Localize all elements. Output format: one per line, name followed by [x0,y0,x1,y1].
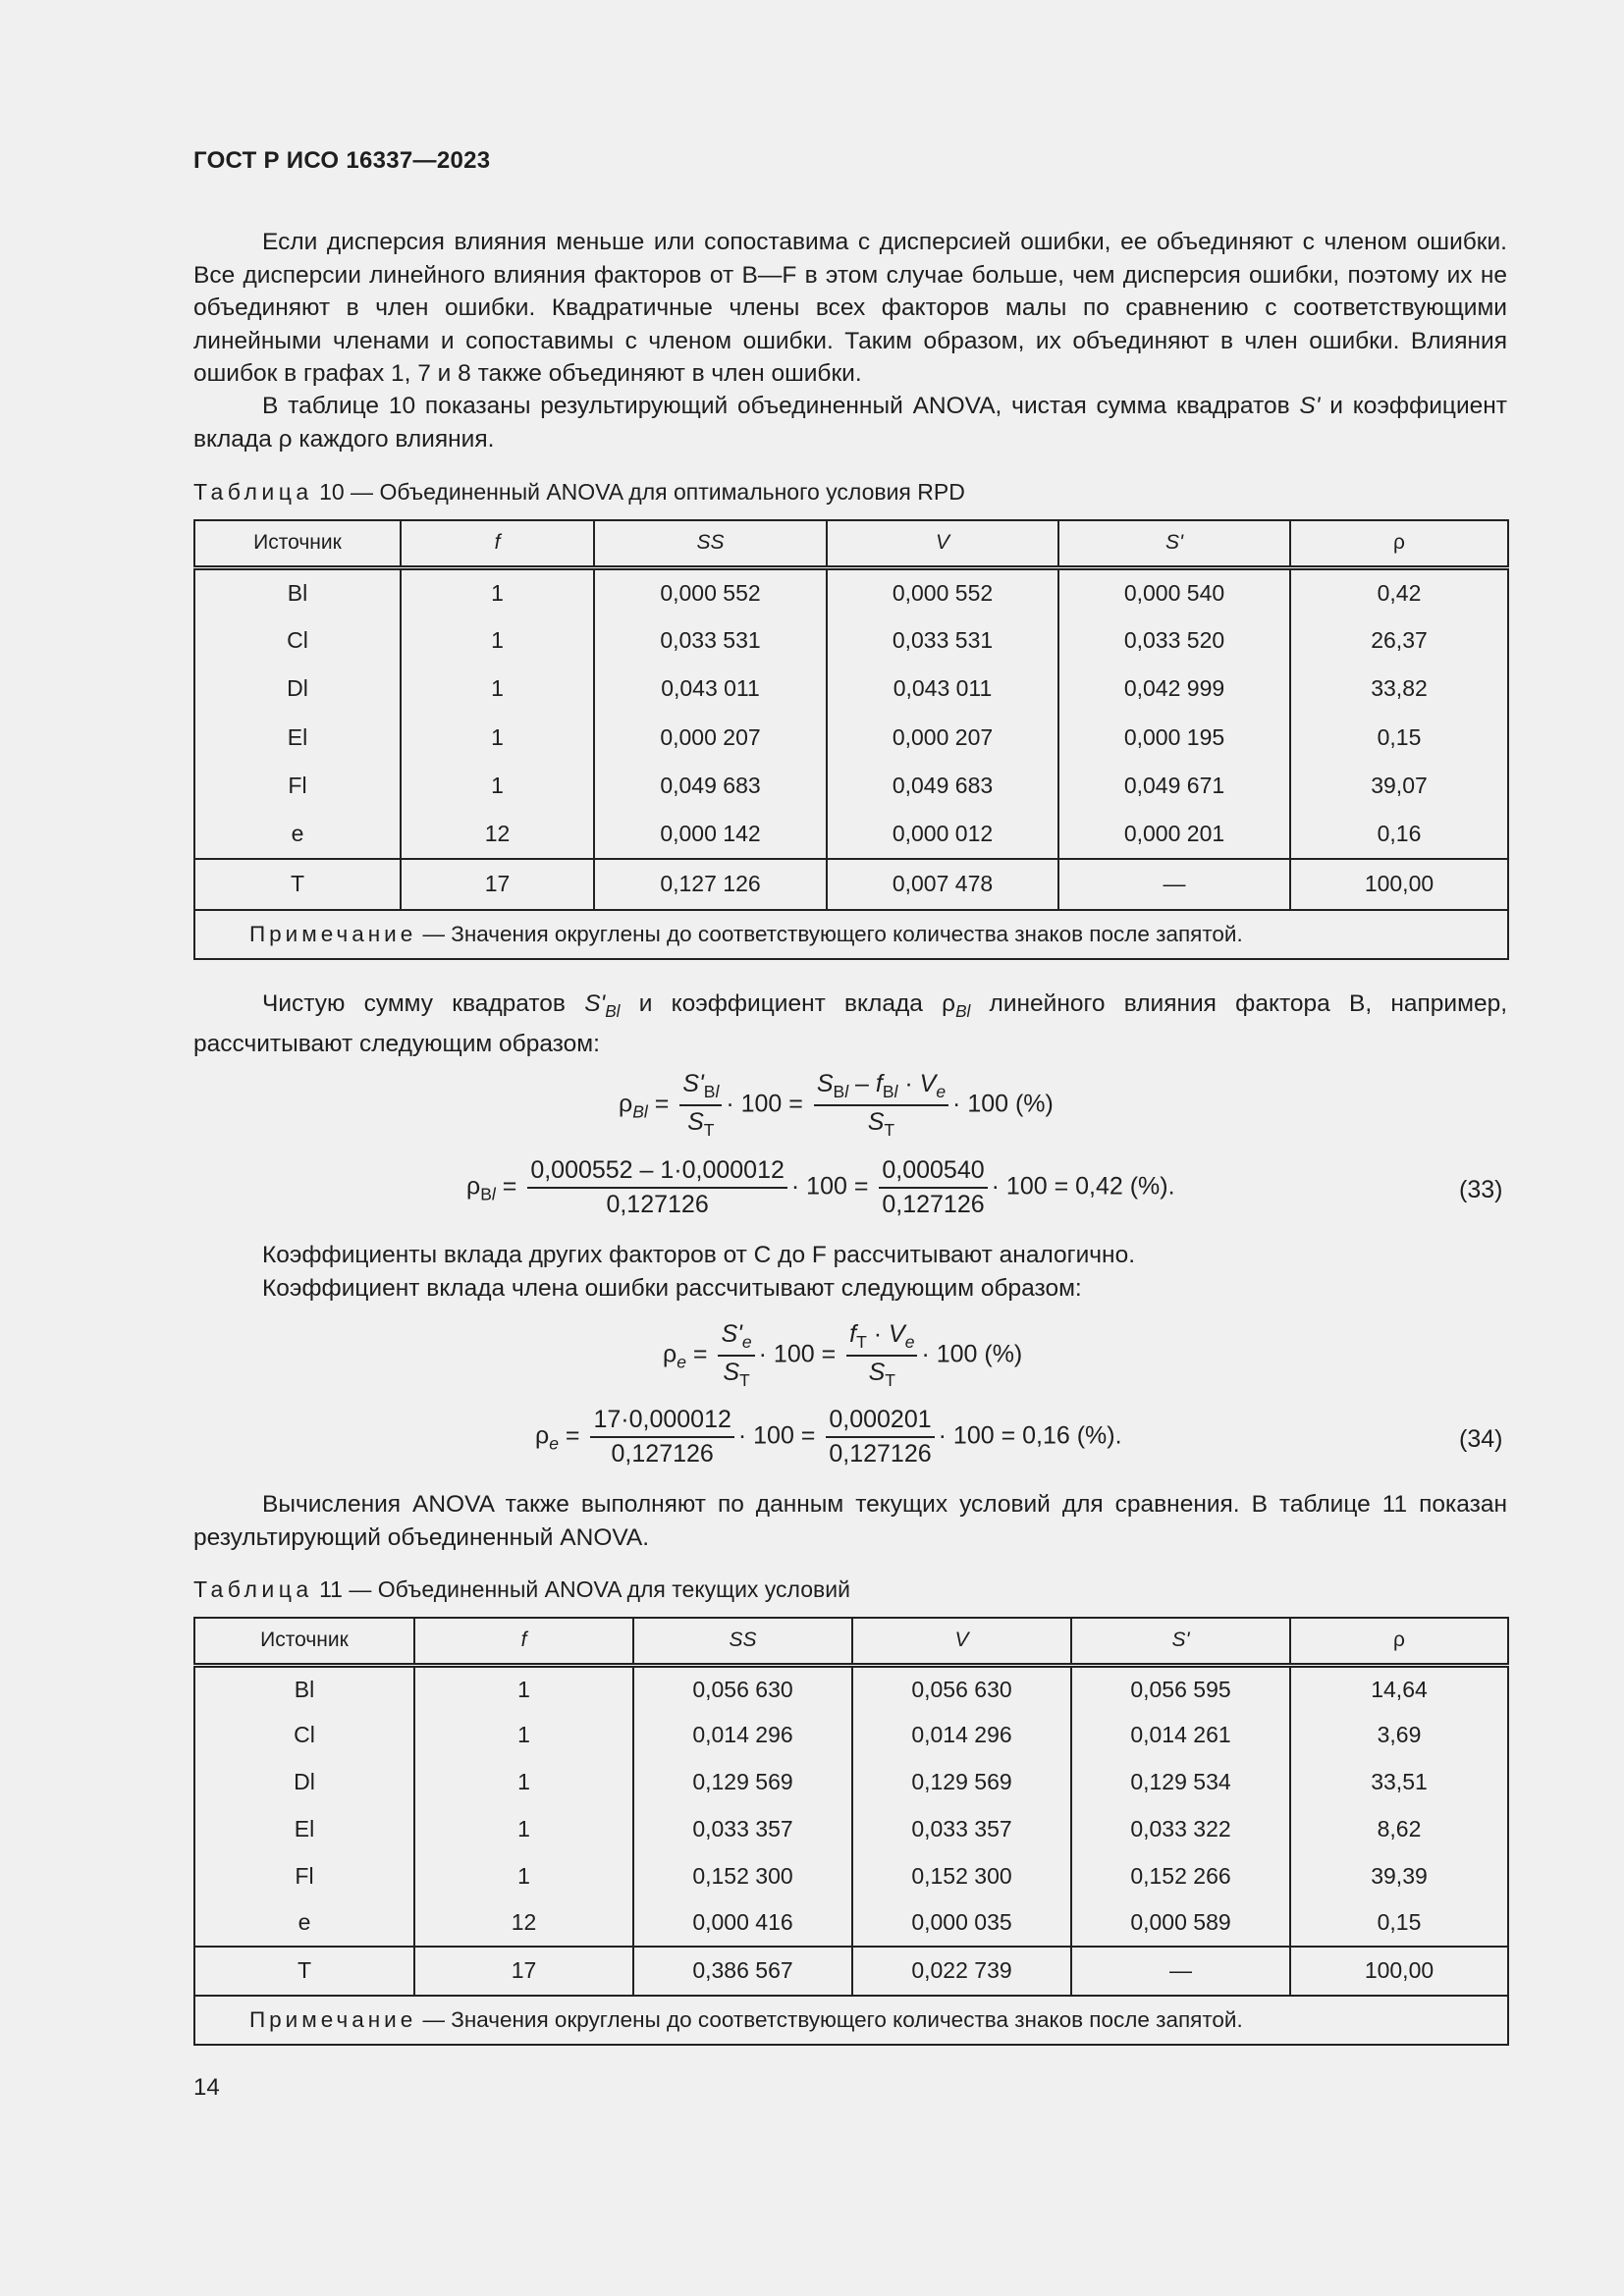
table-cell: 33,51 [1290,1759,1508,1806]
table11 [193,1617,1509,2046]
col-header-source: Источник [194,1618,414,1665]
formula-rho-b-numeric: $\rho_{Bl}$ = $\frac{0,000552 - 1\cdot 0,000012}{0,127126}$ · 100 = $\frac{0,000540}{0,127126}$ · 100 = 0,42 (%). [466,1156,1175,1218]
table-total-row [194,1947,1508,1996]
table-total-cell: 17 [401,859,594,910]
paragraph-other-factors: Коэффициенты вклада других факторов от C до F рассчитывают аналогично. [262,1242,1135,1268]
table-total-cell: 0,022 739 [852,1947,1071,1996]
table-cell: 0,000 142 [594,811,827,860]
table-row [194,762,1508,811]
table-cell: El [194,714,401,763]
table-total-cell: 0,386 567 [633,1947,852,1996]
table-row [194,1852,1508,1899]
table-cell: 12 [401,811,594,860]
formula-rho-b-general: $\rho_{Bl}$ = $\frac{S'_{Bl}}{S_T}$ · 100 = $\frac{S_{Bl} - f_{Bl} \cdot V_e}{S_T}$ · 100 (%) [619,1070,1054,1140]
equation-number-33: (33) [1459,1176,1503,1203]
table-cell: 0,033 357 [633,1805,852,1852]
table11-caption: Таблица 11 — Объединенный ANOVA для текущих условий [193,1576,850,1602]
table-cell: 1 [414,1712,633,1759]
table-row [194,1665,1508,1712]
table-cell: 12 [414,1899,633,1947]
table-note: Примечание — Значения округлены до соответствующего количества знаков после запятой. [194,1996,1508,2045]
table-total-cell: — [1071,1947,1290,1996]
paragraph-pooling: Если дисперсия влияния меньше или сопоставима с дисперсией ошибки, ее объединяют с членом ошибки. Все дисперсии линейного влияния факторов от B—F в этом случае больше, чем дисперсия ошибки, поэтому их не объединяют в член ошибки. Квадратичные члены всех факторов малы по сравнению с соответствующими линейными членами и сопоставимы с членом ошибки. Таким образом, их объединяют в член ошибки. Влияния ошибок в графах 1, 7 и 8 также объединяют в член ошибки. [193,229,1507,387]
table-cell: 0,000 552 [594,567,827,616]
table-cell: Fl [194,1852,414,1899]
paragraph-current-conditions: Вычисления ANOVA также выполняют по данным текущих условий для сравнения. В таблице 11 показан результирующий объединенный ANOVA. [193,1491,1507,1551]
col-header-s-prime: S' [1058,520,1290,567]
table-cell: 0,014 296 [852,1712,1071,1759]
table-cell: 0,000 589 [1071,1899,1290,1947]
table-note-row [194,1996,1508,2045]
table-cell: 0,15 [1290,714,1508,763]
table-cell: 39,07 [1290,762,1508,811]
table-cell: 0,056 595 [1071,1665,1290,1712]
table-cell: 0,056 630 [633,1665,852,1712]
col-header-s-prime: S' [1071,1618,1290,1665]
table-cell: 0,033 322 [1071,1805,1290,1852]
paragraph-pure-sum: Чистую сумму квадратов $S'_{Bl}$ и коэффициент вклада $\rho_{Bl}$ линейного влияния фактора B, например, рассчитывают следующим образом: [193,990,1508,1058]
table-total-cell: 0,007 478 [827,859,1058,910]
table-row [194,1712,1508,1759]
col-header-rho: ρ [1290,520,1508,567]
table-cell: 0,049 683 [594,762,827,811]
table-cell: 0,000 012 [827,811,1058,860]
table-row [194,567,1508,616]
table-total-row [194,859,1508,910]
table-note-row [194,910,1508,959]
table-cell: 3,69 [1290,1712,1508,1759]
table-row [194,1805,1508,1852]
col-header-v: V [852,1618,1071,1665]
table-cell: 1 [414,1759,633,1806]
table-total-cell: 17 [414,1947,633,1996]
table-cell: 0,049 683 [827,762,1058,811]
table-cell: 0,152 266 [1071,1852,1290,1899]
table-cell: 0,043 011 [594,665,827,714]
table-cell: 8,62 [1290,1805,1508,1852]
col-header-f: f [414,1618,633,1665]
table-total-cell: T [194,1947,414,1996]
table-cell: 0,000 207 [827,714,1058,763]
table-cell: 0,152 300 [633,1852,852,1899]
table-note: Примечание — Значения округлены до соответствующего количества знаков после запятой. [194,910,1508,959]
table-total-cell: 0,127 126 [594,859,827,910]
table-cell: Dl [194,665,401,714]
table-cell: 0,014 296 [633,1712,852,1759]
table-cell: 1 [414,1805,633,1852]
table-cell: 0,000 416 [633,1899,852,1947]
table-cell: 0,056 630 [852,1665,1071,1712]
table-cell: 1 [401,714,594,763]
table-row [194,1759,1508,1806]
table-cell: Bl [194,567,401,616]
table-cell: 0,033 520 [1058,616,1290,666]
table-row [194,714,1508,763]
table-cell: 0,000 195 [1058,714,1290,763]
table-cell: 39,39 [1290,1852,1508,1899]
table-cell: 0,129 569 [852,1759,1071,1806]
table-cell: 1 [401,616,594,666]
table-cell: 1 [401,762,594,811]
table-cell: 0,042 999 [1058,665,1290,714]
table-cell: e [194,811,401,860]
table-cell: 0,033 357 [852,1805,1071,1852]
table-cell: 33,82 [1290,665,1508,714]
table-cell: 0,129 534 [1071,1759,1290,1806]
table-cell: 0,033 531 [594,616,827,666]
table-cell: 0,15 [1290,1899,1508,1947]
table-cell: 26,37 [1290,616,1508,666]
table-cell: 0,152 300 [852,1852,1071,1899]
table-total-cell: 100,00 [1290,1947,1508,1996]
table-row [194,1899,1508,1947]
table-total-cell: 100,00 [1290,859,1508,910]
table-cell: 1 [414,1852,633,1899]
table-cell: Fl [194,762,401,811]
table-cell: Bl [194,1665,414,1712]
table-cell: 1 [414,1665,633,1712]
table-cell: El [194,1805,414,1852]
table10-caption: Таблица 10 — Объединенный ANOVA для оптимального условия RPD [193,479,965,505]
formula-rho-e-general: $\rho_e$ = $\frac{S'_e}{S_T}$ · 100 = $\frac{f_T \cdot V_e}{S_T}$ · 100 (%) [663,1320,1023,1390]
table-cell: 0,42 [1290,567,1508,616]
table-cell: 0,000 201 [1058,811,1290,860]
col-header-ss: SS [633,1618,852,1665]
table-cell: Cl [194,616,401,666]
equation-number-34: (34) [1459,1425,1503,1453]
formula-rho-e-numeric: $\rho_e$ = $\frac{17\cdot 0,000012}{0,127126}$ · 100 = $\frac{0,000201}{0,127126}$ · 100 = 0,16 (%). [535,1406,1122,1468]
table-cell: 0,129 569 [633,1759,852,1806]
table-row [194,811,1508,860]
table-cell: 0,000 207 [594,714,827,763]
document-header: ГОСТ Р ИСО 16337—2023 [193,147,491,174]
paragraph-table10-intro: В таблице 10 показаны результирующий объединенный ANOVA, чистая сумма квадратов S' и коэффициент вклада ρ каждого влияния. [193,393,1508,453]
col-header-rho: ρ [1290,1618,1508,1665]
table-cell: 0,000 540 [1058,567,1290,616]
table-cell: Cl [194,1712,414,1759]
table-cell: 0,000 035 [852,1899,1071,1947]
table-cell: Dl [194,1759,414,1806]
table10 [193,519,1509,960]
col-header-ss: SS [594,520,827,567]
table-row [194,665,1508,714]
col-header-v: V [827,520,1058,567]
table-row [194,616,1508,666]
table-cell: 1 [401,665,594,714]
table-cell: e [194,1899,414,1947]
table-cell: 0,014 261 [1071,1712,1290,1759]
table-cell: 0,16 [1290,811,1508,860]
table-cell: 0,000 552 [827,567,1058,616]
table-cell: 14,64 [1290,1665,1508,1712]
table-cell: 0,049 671 [1058,762,1290,811]
table-total-cell: T [194,859,401,910]
table-cell: 1 [401,567,594,616]
col-header-source: Источник [194,520,401,567]
table-cell: 0,033 531 [827,616,1058,666]
table-cell: 0,043 011 [827,665,1058,714]
paragraph-error-term: Коэффициент вклада члена ошибки рассчитывают следующим образом: [262,1275,1082,1302]
table-total-cell: — [1058,859,1290,910]
page-number: 14 [193,2074,220,2101]
col-header-f: f [401,520,594,567]
